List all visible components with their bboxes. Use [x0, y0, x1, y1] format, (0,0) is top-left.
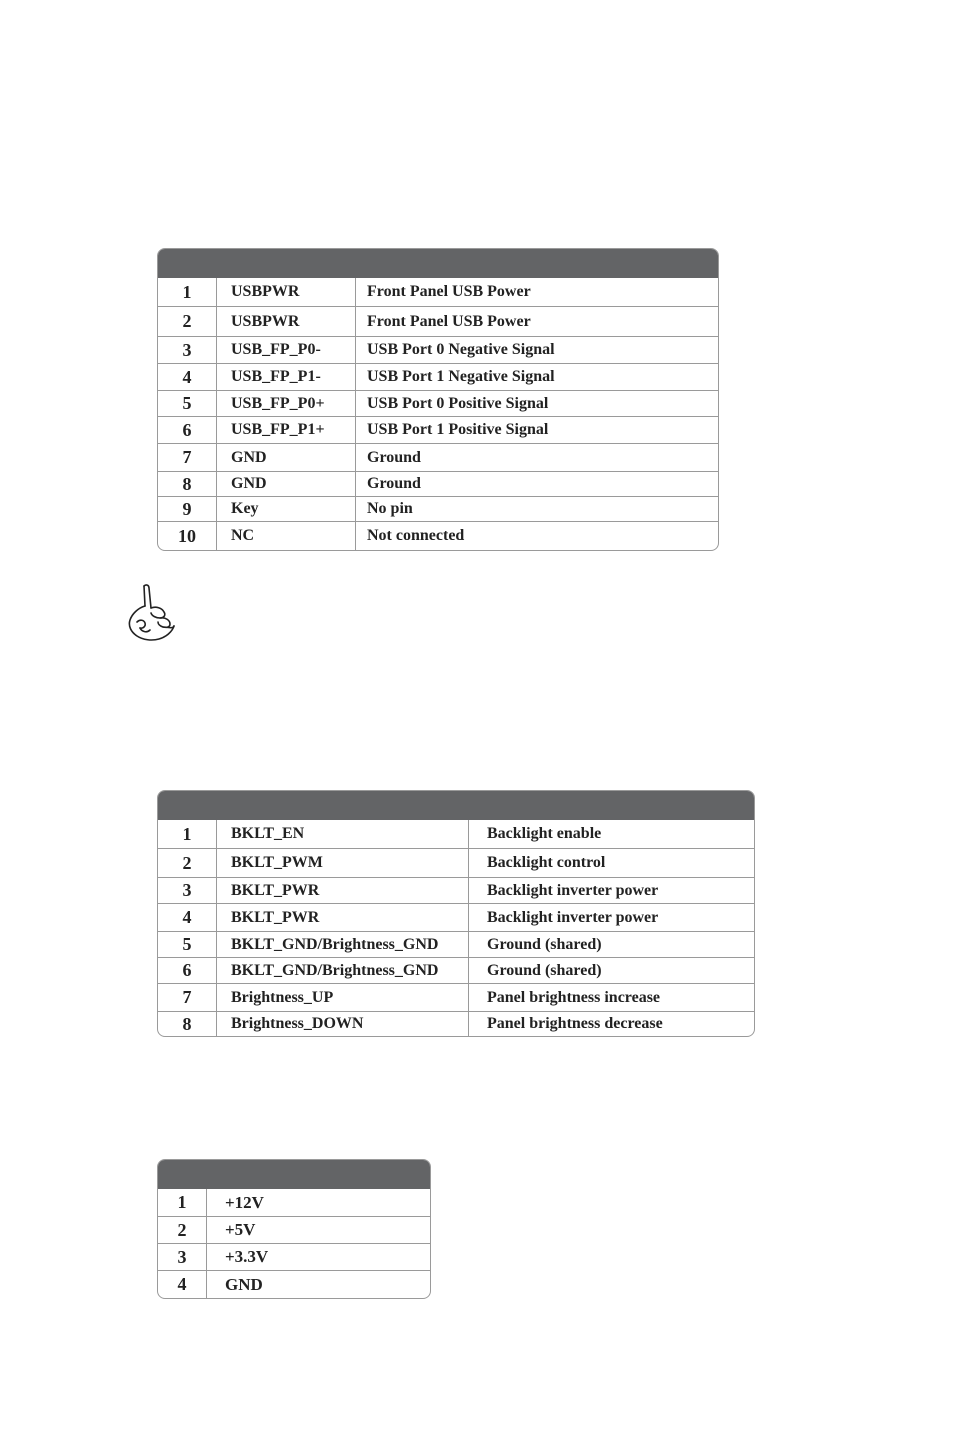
signal-name: NC: [231, 527, 255, 544]
signal-description: USB Port 0 Positive Signal: [355, 391, 718, 416]
table-row: [158, 1011, 754, 1036]
signal-description: USB Port 1 Positive Signal: [355, 417, 718, 443]
signal-description: USB Port 1 Negative Signal: [355, 364, 718, 390]
table-row: [158, 931, 754, 957]
table-row: [158, 820, 754, 848]
backlight-pin-table: [157, 790, 755, 1037]
signal-name: USB_FP_P1-: [231, 368, 321, 385]
signal-description: Backlight enable: [468, 820, 754, 848]
power-pin-table: [157, 1159, 431, 1299]
table-row: [158, 278, 718, 306]
signal-name: BKLT_PWM: [231, 854, 323, 871]
pin-number: 2: [158, 307, 217, 336]
table-row: [158, 306, 718, 336]
power-table-header-bar: [158, 1160, 430, 1189]
backlight-table-header-bar: [158, 791, 754, 820]
signal-name: +5V: [225, 1220, 256, 1239]
signal-description: USB Port 0 Negative Signal: [355, 337, 718, 363]
table-row: [158, 903, 754, 931]
signal-name: USB_FP_P0-: [231, 341, 321, 358]
pin-number: 8: [158, 1012, 217, 1036]
table-row: [158, 363, 718, 390]
pin-number: 7: [158, 444, 217, 471]
signal-name: +3.3V: [225, 1247, 269, 1266]
signal-name: BKLT_GND/Brightness_GND: [231, 935, 439, 953]
pin-number: 4: [158, 364, 217, 390]
usb-table-header-bar: [158, 249, 718, 278]
signal-name: GND: [225, 1274, 263, 1294]
signal-description: Front Panel USB Power: [355, 278, 718, 306]
signal-name: GND: [231, 475, 267, 492]
table-row: [158, 1270, 430, 1298]
usb-table-body: [158, 278, 718, 550]
pin-number: 1: [158, 1189, 207, 1216]
pin-number: 2: [158, 1217, 207, 1243]
signal-name: GND: [231, 448, 267, 466]
pin-number: 1: [158, 278, 217, 306]
table-row: [158, 983, 754, 1011]
pin-number: 5: [158, 391, 217, 416]
signal-description: Ground (shared): [468, 932, 754, 957]
signal-description: No pin: [355, 497, 718, 521]
signal-description: Ground: [355, 472, 718, 496]
pin-number: 7: [158, 984, 217, 1011]
table-row: [158, 496, 718, 521]
signal-description: Front Panel USB Power: [355, 307, 718, 336]
table-row: [158, 390, 718, 416]
signal-description: Ground: [355, 444, 718, 471]
signal-name: Brightness_UP: [231, 988, 334, 1006]
table-row: [158, 521, 718, 550]
pin-number: 8: [158, 472, 217, 496]
signal-name: BKLT_PWR: [231, 881, 320, 899]
signal-description: Not connected: [355, 522, 718, 550]
signal-name: USBPWR: [231, 283, 300, 300]
pin-number: 6: [158, 417, 217, 443]
table-row: [158, 471, 718, 496]
signal-name: Brightness_DOWN: [231, 1015, 364, 1032]
signal-description: Panel brightness increase: [468, 984, 754, 1011]
pin-number: 4: [158, 1271, 207, 1298]
signal-name: BKLT_GND/Brightness_GND: [231, 961, 439, 979]
signal-name: USB_FP_P0+: [231, 394, 325, 412]
pin-number: 3: [158, 337, 217, 363]
pin-number: 4: [158, 904, 217, 931]
table-row: [158, 1189, 430, 1216]
signal-name: BKLT_EN: [231, 825, 305, 842]
signal-name: BKLT_PWR: [231, 908, 320, 926]
usb-pin-table: [157, 248, 719, 551]
pin-number: 10: [158, 522, 217, 550]
pointing-hand-icon: [124, 582, 178, 646]
pin-number: 9: [158, 497, 217, 521]
signal-name: +12V: [225, 1192, 264, 1212]
backlight-table-body: [158, 820, 754, 1036]
pin-number: 3: [158, 878, 217, 903]
signal-description: Backlight inverter power: [468, 878, 754, 903]
table-row: [158, 1216, 430, 1243]
signal-name: USB_FP_P1+: [231, 421, 325, 438]
signal-description: Backlight inverter power: [468, 904, 754, 931]
table-row: [158, 416, 718, 443]
pin-number: 3: [158, 1244, 207, 1270]
table-row: [158, 848, 754, 877]
pin-number: 6: [158, 958, 217, 983]
signal-description: Panel brightness decrease: [468, 1012, 754, 1036]
power-table-body: [158, 1189, 430, 1298]
signal-name: USBPWR: [231, 312, 300, 330]
pin-number: 5: [158, 932, 217, 957]
signal-description: Ground (shared): [468, 958, 754, 983]
table-row: [158, 336, 718, 363]
signal-description: Backlight control: [468, 849, 754, 877]
table-row: [158, 957, 754, 983]
pin-number: 1: [158, 820, 217, 848]
table-row: [158, 877, 754, 903]
signal-name: Key: [231, 500, 259, 517]
table-row: [158, 443, 718, 471]
table-row: [158, 1243, 430, 1270]
pin-number: 2: [158, 849, 217, 877]
